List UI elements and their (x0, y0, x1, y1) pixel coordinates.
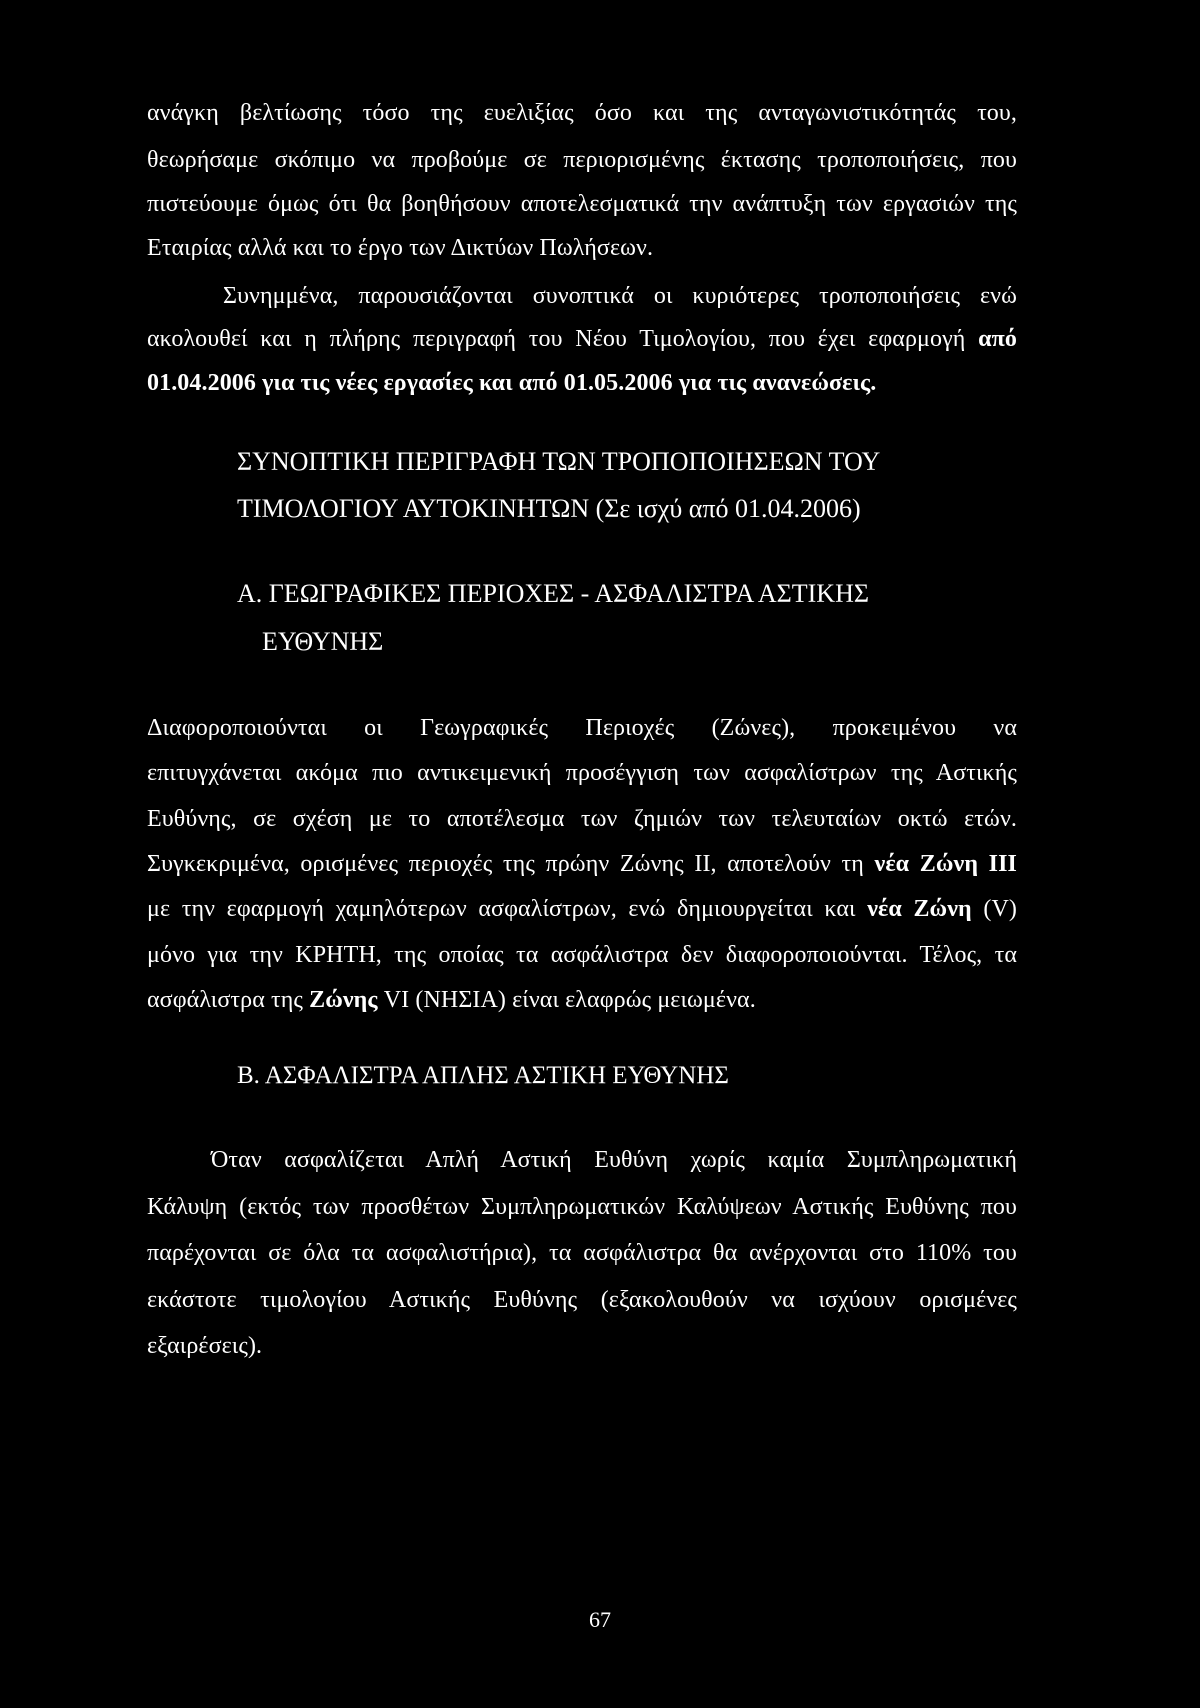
intro-line-6-bold: από (978, 326, 1017, 352)
section-a-line-4-bold: νέα Ζώνη ΙΙΙ (874, 851, 1017, 877)
section-a-line-6: μόνο για την ΚΡΗΤΗ, της οποίας τα ασφάλιστρα δεν διαφοροποιούνται. Τέλος, τα (147, 942, 1017, 968)
section-b-line-5: εξαιρέσεις). (147, 1333, 263, 1359)
summary-title-line-2: ΤΙΜΟΛΟΓΙΟΥ ΑΥΤΟΚΙΝΗΤΩΝ (Σε ισχύ από 01.04.2006) (237, 494, 861, 523)
section-b-line-3: παρέχονται σε όλα τα ασφαλιστήρια), τα ασφάλιστρα θα ανέρχονται στο 110% του (147, 1240, 1017, 1266)
section-a-heading-line-1: Α. ΓΕΩΓΡΑΦΙΚΕΣ ΠΕΡΙΟΧΕΣ - ΑΣΦΑΛΙΣΤΡΑ ΑΣΤΙΚΗΣ (237, 579, 869, 608)
section-a-line-5 (147, 894, 1017, 924)
section-a-line-2: επιτυγχάνεται ακόμα πιο αντικειμενική προσέγγιση των ασφαλίστρων της Αστικής (147, 760, 1017, 786)
section-a-line-5-bold: νέα Ζώνη (867, 896, 972, 922)
section-b-line-2: Κάλυψη (εκτός των προσθέτων Συμπληρωματικών Καλύψεων Αστικής Ευθύνης που (147, 1194, 1017, 1220)
summary-title-line-1: ΣΥΝΟΠΤΙΚΗ ΠΕΡΙΓΡΑΦΗ ΤΩΝ ΤΡΟΠΟΠΟΙΗΣΕΩΝ ΤΟΥ (237, 447, 881, 476)
intro-line-3: πιστεύουμε όμως ότι θα βοηθήσουν αποτελεσματικά την ανάπτυξη των εργασιών της (147, 191, 1017, 217)
intro-line-6 (147, 324, 1017, 354)
section-a-line-5-post: (V) (983, 896, 1017, 922)
section-a-heading-line-2: ΕΥΘΥΝΗΣ (262, 627, 384, 656)
section-a-line-1-text: Διαφοροποιούνται οι Γεωγραφικές Περιοχές (Ζώνες), προκειμένου να (147, 715, 1017, 741)
intro-line-5-text: Συνημμένα, παρουσιάζονται συνοπτικά οι κυριότερες τροποποιήσεις ενώ (223, 283, 1017, 309)
section-a-line-4-text: Συγκεκριμένα, ορισμένες περιοχές της πρώην Ζώνης ΙΙ, αποτελούν τη (147, 851, 864, 877)
intro-line-6-text: ακολουθεί και η πλήρης περιγραφή του Νέου Τιμολογίου, που έχει εφαρμογή (147, 326, 966, 352)
intro-line-4: Εταιρίας αλλά και το έργο των Δικτύων Πωλήσεων. (147, 235, 654, 261)
section-a-line-7 (147, 985, 1017, 1015)
intro-line-1: ανάγκη βελτίωσης τόσο της ευελιξίας όσο και της ανταγωνιστικότητάς του, (147, 100, 1017, 126)
page-number: 67 (589, 1607, 611, 1632)
section-b-line-4: εκάστοτε τιμολογίου Αστικής Ευθύνης (εξακολουθούν να ισχύουν ορισμένες (147, 1287, 1017, 1313)
section-a-line-5-text: με την εφαρμογή χαμηλότερων ασφαλίστρων, ενώ δημιουργείται και (147, 896, 856, 922)
section-b-line-1 (147, 1145, 1017, 1175)
section-a-line-1 (147, 713, 1017, 743)
section-a-line-7-pre: ασφάλιστρα της (147, 987, 303, 1013)
intro-line-7: 01.04.2006 για τις νέες εργασίες και από 01.05.2006 για τις ανανεώσεις. (147, 370, 877, 396)
intro-line-2: θεωρήσαμε σκόπιμο να προβούμε σε περιορισμένης έκτασης τροποποιήσεις, που (147, 147, 1017, 173)
section-b-heading: Β. ΑΣΦΑΛΙΣΤΡΑ ΑΠΛΗΣ ΑΣΤΙΚΗ ΕΥΘΥΝΗΣ (237, 1062, 729, 1089)
section-a-line-3: Ευθύνης, σε σχέση με το αποτέλεσμα των ζημιών των τελευταίων οκτώ ετών. (147, 806, 1017, 832)
section-b-line-1-text: Όταν ασφαλίζεται Απλή Αστική Ευθύνη χωρίς καμία Συμπληρωματική (211, 1147, 1017, 1173)
intro-line-5 (147, 281, 1017, 311)
section-a-line-4 (147, 849, 1017, 879)
section-a-line-7-post: VI (ΝΗΣΙΑ) είναι ελαφρώς μειωμένα. (383, 987, 756, 1013)
section-a-line-7-bold: Ζώνης (309, 987, 378, 1013)
